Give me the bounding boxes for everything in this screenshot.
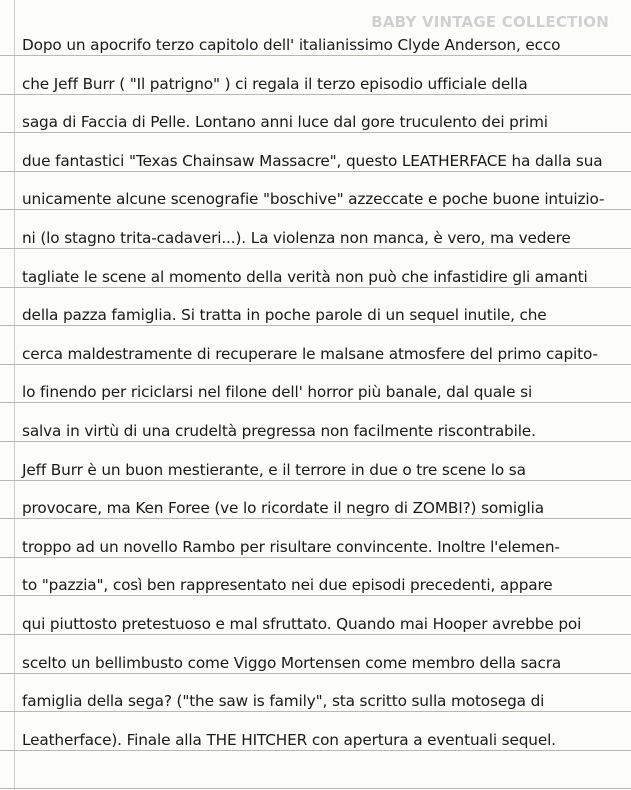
- ruled-line: [0, 209, 631, 210]
- text-line: cerca maldestramente di recuperare le malsane atmosfere del primo capito-: [22, 345, 598, 363]
- ruled-line: [0, 132, 631, 133]
- text-line: provocare, ma Ken Foree (ve lo ricordate il negro di ZOMBI?) somiglia: [22, 499, 544, 517]
- text-line: Leatherface). Finale alla THE HITCHER con apertura a eventuali sequel.: [22, 731, 556, 749]
- ruled-line: [0, 711, 631, 712]
- text-line: salva in virtù di una crudeltà pregressa non facilmente riscontrabile.: [22, 422, 536, 440]
- ruled-line: [0, 750, 631, 751]
- text-line: troppo ad un novello Rambo per risultare convincente. Inoltre l'elemen-: [22, 538, 560, 556]
- ruled-line: [0, 248, 631, 249]
- ruled-line: [0, 171, 631, 172]
- ruled-line: [0, 325, 631, 326]
- ruled-line: [0, 673, 631, 674]
- ruled-line: [0, 595, 631, 596]
- text-line: Dopo un apocrifo terzo capitolo dell' italianissimo Clyde Anderson, ecco: [22, 36, 561, 54]
- ruled-line: [0, 480, 631, 481]
- ruled-line: [0, 557, 631, 558]
- text-line: lo finendo per riciclarsi nel filone dell' horror più banale, dal quale si: [22, 383, 533, 401]
- text-line: Jeff Burr è un buon mestierante, e il terrore in due o tre scene lo sa: [22, 461, 526, 479]
- ruled-line: [0, 634, 631, 635]
- ruled-line: [0, 441, 631, 442]
- ruled-line: [0, 788, 631, 789]
- watermark: BABY VINTAGE COLLECTION: [371, 13, 609, 31]
- ruled-line: [0, 364, 631, 365]
- margin-line: [14, 0, 15, 790]
- ruled-line: [0, 287, 631, 288]
- ruled-line: [0, 402, 631, 403]
- text-line: saga di Faccia di Pelle. Lontano anni luce dal gore truculento dei primi: [22, 113, 548, 131]
- ruled-line: [0, 55, 631, 56]
- ruled-line: [0, 518, 631, 519]
- text-line: che Jeff Burr ( "Il patrigno" ) ci regala il terzo episodio ufficiale della: [22, 75, 528, 93]
- text-line: due fantastici "Texas Chainsaw Massacre", questo LEATHERFACE ha dalla sua: [22, 152, 603, 170]
- text-line: unicamente alcune scenografie "boschive" azzeccate e poche buone intuizio-: [22, 190, 605, 208]
- text-line: famiglia della sega? ("the saw is family", sta scritto sulla motosega di: [22, 692, 545, 710]
- ruled-line: [0, 94, 631, 95]
- text-line: scelto un bellimbusto come Viggo Mortensen come membro della sacra: [22, 654, 562, 672]
- text-line: tagliate le scene al momento della verità non può che infastidire gli amanti: [22, 268, 588, 286]
- text-line: della pazza famiglia. Si tratta in poche parole di un sequel inutile, che: [22, 306, 547, 324]
- text-line: to "pazzia", così ben rappresentato nei due episodi precedenti, appare: [22, 576, 553, 594]
- text-line: ni (lo stagno trita-cadaveri...). La violenza non manca, è vero, ma vedere: [22, 229, 571, 247]
- text-line: qui piuttosto pretestuoso e mal sfruttato. Quando mai Hooper avrebbe poi: [22, 615, 582, 633]
